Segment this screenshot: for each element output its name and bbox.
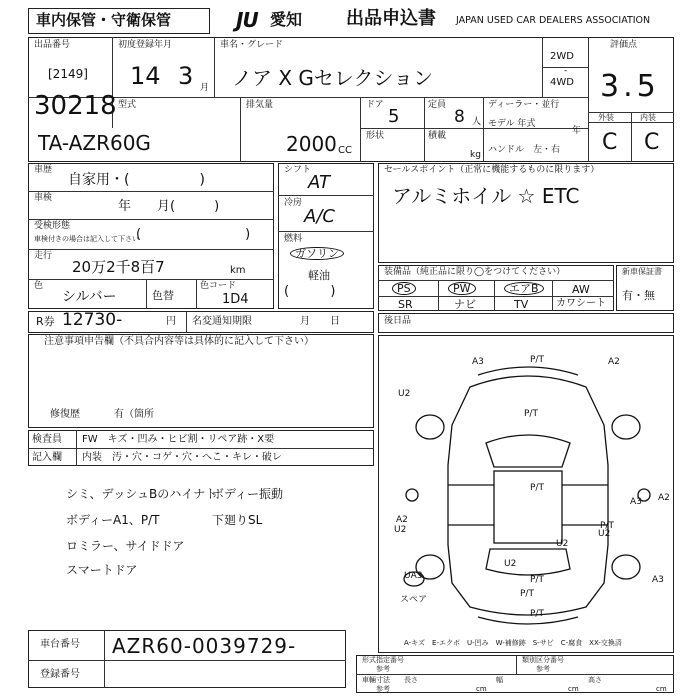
fuel-label: 燃料 [284,234,303,244]
len-label: 長さ [404,676,418,684]
type-label: 型式 [118,100,137,110]
type-value: TA-AZR60G [38,131,151,155]
handle-label: ハンドル 左・右 [488,145,561,155]
shape-label: 形状 [366,131,385,141]
wid-label: 幅 [496,676,503,684]
note-3: ボディーA1、P/T [66,513,160,527]
car-diagram [378,335,674,653]
door-value: 5 [388,106,400,127]
note-4: 下廻りSL [212,513,263,527]
note-6: スマートドア [66,563,138,577]
color-code-label: 色コード [200,281,237,291]
dmg-label-2: P/T [530,355,544,365]
ac-value: A/C [304,206,335,227]
dmg-label-10: P/T [600,521,614,531]
equip-ps: PS [392,282,416,295]
repair-label: 修復歴 [50,409,80,420]
tax-value: 月 日 [300,316,340,327]
fuel-diesel: 軽油 [308,269,330,282]
recycle-value: 12730- [62,310,123,330]
drive-2wd: 2WD [550,51,574,62]
model-label: 車名・グレード [220,40,284,50]
lot-sub: [2149] [48,67,88,81]
dmg-label-14: U2 [504,559,517,569]
sales-label: セールスポイント（正常に機能するものに限ります） [384,165,600,175]
wid-unit: cm [568,685,579,693]
reg-month: 3 [178,62,194,90]
ext-value: C [602,130,618,155]
inspector-label: 検査員 [32,434,62,445]
note-5: ロミラー、サイドドア [66,539,185,553]
post-label: 後日品 [384,316,412,326]
ext-label: 外装 [598,113,614,122]
dmg-label-5: P/T [524,409,538,419]
color-value: シルバー [62,289,117,305]
spare-label: スペア [400,595,428,605]
disp-unit: CC [338,145,352,156]
chassis-value: AZR60-0039729- [112,634,297,658]
cap-unit: 人 [472,117,482,127]
reg-label: 初度登録年月 [118,40,173,50]
equip-sr: SR [398,298,413,311]
door-label: ドア [366,100,384,110]
fw-row: FW キズ・凹み・ヒビ割・リペア跡・X要 [82,434,275,445]
dmg-label-12: U2 [598,529,611,539]
shift-label: シフト [284,165,312,175]
hgt-unit: cm [656,685,667,693]
reg-month-unit: 月 [200,83,210,93]
dmg-label-9: A3 [630,497,642,507]
assoc-name: JAPAN USED CAR DEALERS ASSOCIATION [456,15,651,26]
class-label: 類別区分番号 [522,656,564,664]
lot-number: 30218 [34,91,117,121]
model-value: ノア X Gセレクション [232,66,434,90]
dealer-label: ディーラー・並行 [488,100,560,110]
receive-sub: 車検付きの場合は記入して下さい [34,235,139,243]
storage-label: 車内保管・守衛保管 [36,11,172,29]
mileage-label: 走行 [34,251,53,261]
shift-value: AT [308,172,330,193]
dmg-label-8: A2 [658,493,670,503]
fuel-paren: ( ) [284,284,336,299]
dmg-label-15: P/T [530,575,544,585]
note-2: ボディー振動 [212,487,284,501]
color-change-label: 色替 [152,289,174,302]
ac-label: 冷房 [284,198,303,208]
grade-label: 評価点 [610,40,638,50]
load-unit: kg [470,150,481,160]
warranty-value: 有・無 [622,289,655,302]
recycle-label: R券 [36,315,55,328]
color-code-value: 1D4 [222,292,249,307]
reg-no-label: 登録番号 [40,669,80,680]
dmg-label-16: A3 [652,575,664,585]
disp-label: 排気量 [246,100,274,110]
color-label: 色 [34,281,44,291]
size-label: 車輛寸法 [362,676,390,684]
note-1: シミ、デッシュBのハイナト [66,487,218,501]
inspection-label: 車検 [34,193,53,203]
dmg-label-13: UA3 [404,571,423,581]
model-year-unit: 年 [572,126,582,136]
spec-label: 形式指定番号 [362,656,404,664]
ju-logo: JU [236,8,258,32]
dmg-label-6: P/T [530,483,544,493]
inspection-value: 年 月( ) [118,199,220,214]
tax-label: 名変通知期限 [192,316,252,327]
form-title: 出品申込書 [346,8,436,29]
len-unit: cm [476,685,487,693]
warranty-label: 新車保証書 [622,267,662,276]
hgt-label: 高さ [588,676,602,684]
cap-value: 8 [454,107,465,127]
int-label: 内装 [640,113,656,122]
sales-box [378,163,674,263]
disp-value: 2000 [286,132,337,156]
damage-legend: A-キズ E-エクボ U-凹み W-補修跡 S-サビ C-腐食 XX-交換済 [404,639,622,647]
int-value: C [644,130,660,155]
spec-ref: 参考 [376,665,390,673]
dmg-label-3: A2 [608,357,620,367]
dmg-label-7: A2 [396,515,408,525]
history-value: 自家用・( ) [68,172,205,188]
receive-label: 受検形態 [34,221,71,231]
equip-navi: ナビ [454,298,476,311]
sales-value: アルミホイル ☆ ETC [392,184,580,208]
notes-title: 注意事項申告欄（不具合内容等は具体的に記入して下さい） [44,336,314,347]
equip-seat: カワシート [556,298,606,309]
drive-dash: - [564,66,568,76]
model-year-label: モデル 年式 [488,119,536,129]
class-ref: 参考 [536,665,550,673]
cap-label: 定員 [428,100,447,110]
lot-label: 出品番号 [34,40,71,50]
equip-pw: PW [448,282,476,295]
load-label: 積載 [428,131,447,141]
dmg-label-17: P/T [520,589,534,599]
interior-row: 内装 汚・穴・コゲ・穴・へこ・キレ・破レ [82,452,282,463]
reg-year: 14 [130,62,161,90]
org-name: 愛知 [270,10,303,29]
post-box [378,313,674,333]
dmg-label-19: U2 [556,539,569,549]
mileage-unit: km [230,265,246,276]
drive-4wd: 4WD [550,77,574,88]
fuel-gas: ガソリン [290,247,344,260]
recycle-unit: 円 [166,316,176,327]
size-ref: 参考 [376,685,390,693]
equip-aw: AW [572,283,590,296]
dmg-label-18: P/T [530,609,544,619]
equip-tv: TV [514,298,529,311]
mileage-value: 20万2千8百7 [72,258,165,276]
receive-value: ( ) [136,227,251,242]
chassis-label: 車台番号 [40,639,80,650]
repair-value: 有（箇所 [114,409,154,420]
equip-airbag: エアB [504,282,544,295]
dmg-label-11: U2 [394,525,407,535]
entry-label: 記入欄 [32,452,62,463]
grade-value: 3.5 [600,69,660,104]
dmg-label-4: U2 [398,389,411,399]
dmg-label-1: A3 [472,357,484,367]
equip-label: 装備品（純正品に限り◯をつけてください） [384,267,566,277]
history-label: 車歴 [34,165,53,175]
